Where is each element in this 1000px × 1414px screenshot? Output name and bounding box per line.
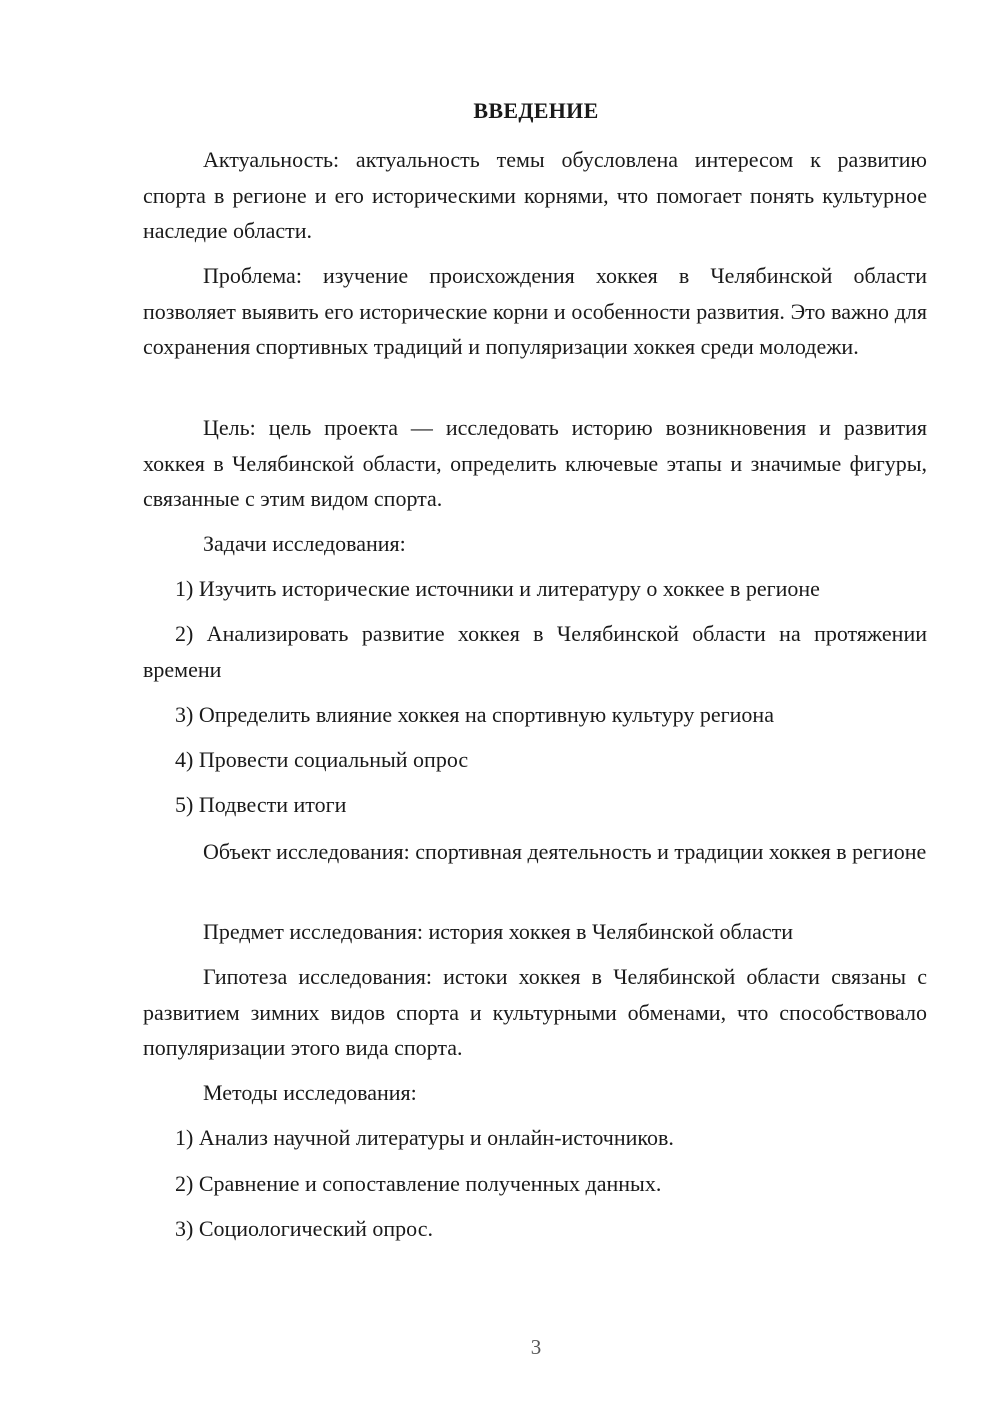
methods-heading: Методы исследования: — [203, 1080, 417, 1105]
page-number: 3 — [530, 1335, 542, 1359]
method-item: 2) Сравнение и сопоставление полученных данных. — [175, 1171, 662, 1196]
method-item: 1) Анализ научной литературы и онлайн-источников. — [175, 1125, 674, 1150]
task-item: 5) Подвести итоги — [175, 792, 347, 817]
task-item: 1) Изучить исторические источники и литературу о хоккее в регионе — [175, 576, 820, 601]
subject-paragraph: Предмет исследования: история хоккея в Челябинской области — [203, 919, 794, 944]
relevance-paragraph: Актуальность: актуальность темы обусловлена интересом к развитию спорта в регионе и его историческими корнями, что помогает понять культурное наследие области. — [143, 147, 927, 243]
task-item: 4) Провести социальный опрос — [175, 747, 469, 772]
task-item: 2) Анализировать развитие хоккея в Челябинской области на протяжении времени — [143, 621, 927, 682]
method-item: 3) Социологический опрос. — [175, 1216, 433, 1241]
task-item: 3) Определить влияние хоккея на спортивную культуру региона — [175, 702, 774, 727]
hypothesis-paragraph: Гипотеза исследования: истоки хоккея в Челябинской области связаны с развитием зимних видов спорта и культурными обменами, что способствовало популяризации этого вида спорта. — [143, 964, 927, 1060]
page-title: ВВЕДЕНИЕ — [473, 98, 599, 123]
problem-paragraph: Проблема: изучение происхождения хоккея в Челябинской области позволяет выявить его исторические корни и особенности развития. Это важно для сохранения спортивных традиций и популяризации хоккея среди молодежи. — [143, 263, 927, 359]
tasks-heading: Задачи исследования: — [203, 531, 406, 556]
goal-paragraph: Цель: цель проекта — исследовать историю возникновения и развития хоккея в Челябинской области, определить ключевые этапы и значимые фигуры, связанные с этим видом спорта. — [143, 415, 927, 511]
object-paragraph: Объект исследования: спортивная деятельность и традиции хоккея в регионе — [203, 839, 927, 864]
